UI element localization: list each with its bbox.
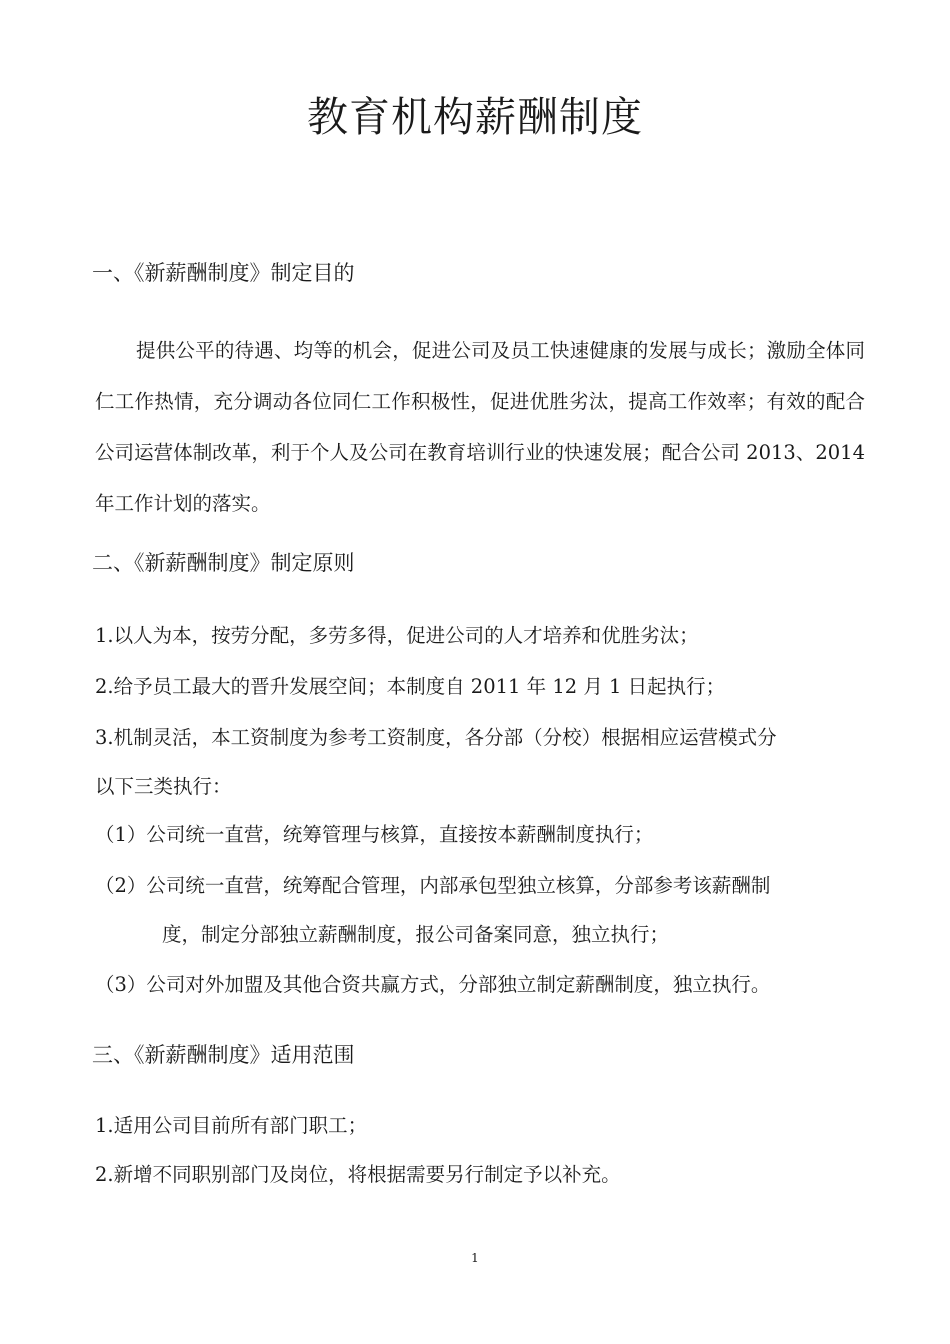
principle-item-2: 2.给予员工最大的晋升发展空间；本制度自 2011 年 12 月 1 日起执行；: [95, 675, 726, 698]
section-heading-purpose: 一、《新薪酬制度》制定目的: [92, 261, 355, 285]
page-number: 1: [471, 1251, 479, 1265]
principle-item-3-line-2: 以下三类执行：: [95, 775, 232, 798]
scope-item-2: 2.新增不同职别部门及岗位，将根据需要另行制定予以补充。: [95, 1163, 621, 1186]
principle-subitem-3: （3）公司对外加盟及其他合资共赢方式，分部独立制定薪酬制度，独立执行。: [95, 973, 771, 996]
principle-subitem-2-line-1: （2）公司统一直营，统筹配合管理，内部承包型独立核算，分部参考该薪酬制: [95, 874, 771, 897]
principle-subitem-1: （1）公司统一直营，统筹管理与核算，直接按本薪酬制度执行；: [95, 823, 654, 846]
document-title: 教育机构薪酬制度: [307, 93, 643, 141]
scope-item-1: 1.适用公司目前所有部门职工；: [95, 1114, 368, 1137]
section-heading-principles: 二、《新薪酬制度》制定原则: [92, 551, 355, 575]
purpose-paragraph: 提供公平的待遇、均等的机会，促进公司及员工快速健康的发展与成长；激励全体同仁工作热情，充分调动各位同仁工作积极性，促进优胜劣汰，提高工作效率；有效的配合公司运营体制改革，利于个人及公司在教育培训行业的快速发展；配合公司 2013、2014 年工作计划的落实。: [95, 339, 865, 515]
principle-subitem-2-line-2: 度，制定分部独立薪酬制度，报公司备案同意，独立执行；: [162, 923, 670, 946]
principle-item-3-line-1: 3.机制灵活，本工资制度为参考工资制度，各分部（分校）根据相应运营模式分: [95, 726, 777, 749]
section-heading-scope: 三、《新薪酬制度》适用范围: [92, 1043, 355, 1067]
principle-item-1: 1.以人为本，按劳分配，多劳多得，促进公司的人才培养和优胜劣汰；: [95, 624, 699, 647]
